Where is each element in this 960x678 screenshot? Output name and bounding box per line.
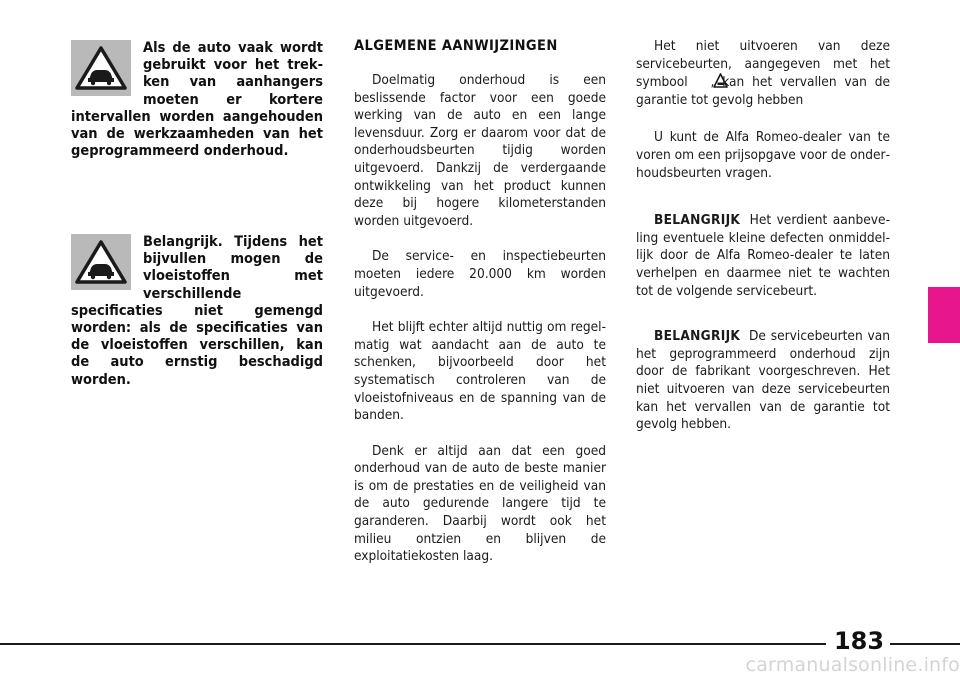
warning-text-fluids: Belangrijk. Tijdens het bijvullen mogen de vloeistoffen met verschillende specificaties niet gemengd worden: als de specificaties van de vloeistoffen verschillen, kan de auto ernstig beschadigd worden. [71,234,323,388]
page-number: 183 [833,627,885,655]
right-column [636,38,890,454]
warning-block-fluids [71,234,323,389]
warranty-text-start: Het niet uitvoeren van deze servicebeurten, aangegeven met het symbool [636,38,890,91]
general-instructions-column [354,38,606,584]
warning-triangle-car-icon [71,234,131,290]
paragraph-important-manufacturer [636,328,890,434]
paragraph-regular-checks: Het blijft echter altijd nuttig om regelmatig wat aandacht aan de auto te schenken, bijvoorbeeld door het systematisch controleren van de vloeistofniveaus en de spanning van de banden. [354,319,606,424]
paragraph-dealer-quote: U kunt de Alfa Romeo-dealer van te voren om een prijsopgave voor de onderhoudsbeurten vragen. [636,129,890,181]
section-heading: ALGEMENE AANWIJZINGEN [354,38,558,54]
important-defects-text: Het verdient aanbeveling eventuele kleine defecten onmiddellijk door de Alfa Romeo-dealer te laten verhelpen en daarmee niet te wachten tot de volgende servicebeurt. [636,212,890,299]
important-keyword: BELANGRIJK [654,328,741,345]
warning-triangle-car-icon [71,40,131,96]
footer-rule-left [0,643,826,645]
paragraph-important-defects [636,212,890,300]
warning-block-towing [71,40,323,160]
footer-rule-right [890,643,960,645]
paragraph-good-maintenance: Denk er altijd aan dat een goed onderhoud van de auto de beste manier is om de prestaties en de veiligheid van de auto gedurende langere tijd te garanderen. Daarbij wordt ook het milieu ontzien en blijven de exploitatiekosten laag. [354,442,606,565]
important-manufacturer-text: De servicebeurten van het geprogrammeerd onderhoud zijn door de fabrikant voorgeschreven. Het niet uitvoeren van deze servicebeurten kan het vervallen van de garantie tot gevolg hebben. [636,328,890,433]
watermark-text: carmanualsonline.info [745,654,960,676]
section-tab-marker [928,287,960,343]
paragraph-service-interval: De service- en inspectiebeurten moeten iedere 20.000 km worden uitgevoerd. [354,248,606,300]
warranty-text-end: , kan het vervallen van de garantie tot gevolg hebben [636,74,890,108]
warning-text-towing: Als de auto vaak wordt gebruikt voor het trekken van aanhangers moeten er kortere intervallen worden aangehouden van de werkzaamheden van het geprogrammeerd onderhoud. [71,40,323,160]
paragraph-warranty-symbol [636,38,890,109]
important-keyword: BELANGRIJK [654,212,741,229]
warning-triangle-icon [695,73,710,88]
paragraph-maintenance-importance: Doelmatig onderhoud is een beslissende factor voor een goede werking van de auto en een lange levensduur. Zorg er daarom voor dat de onderhoudsbeurten tijdig worden uitgevoerd. Dankzij de verdergaande ontwikkeling van het product kunnen deze bij hogere kilometerstanden worden uitgevoerd. [354,72,606,229]
